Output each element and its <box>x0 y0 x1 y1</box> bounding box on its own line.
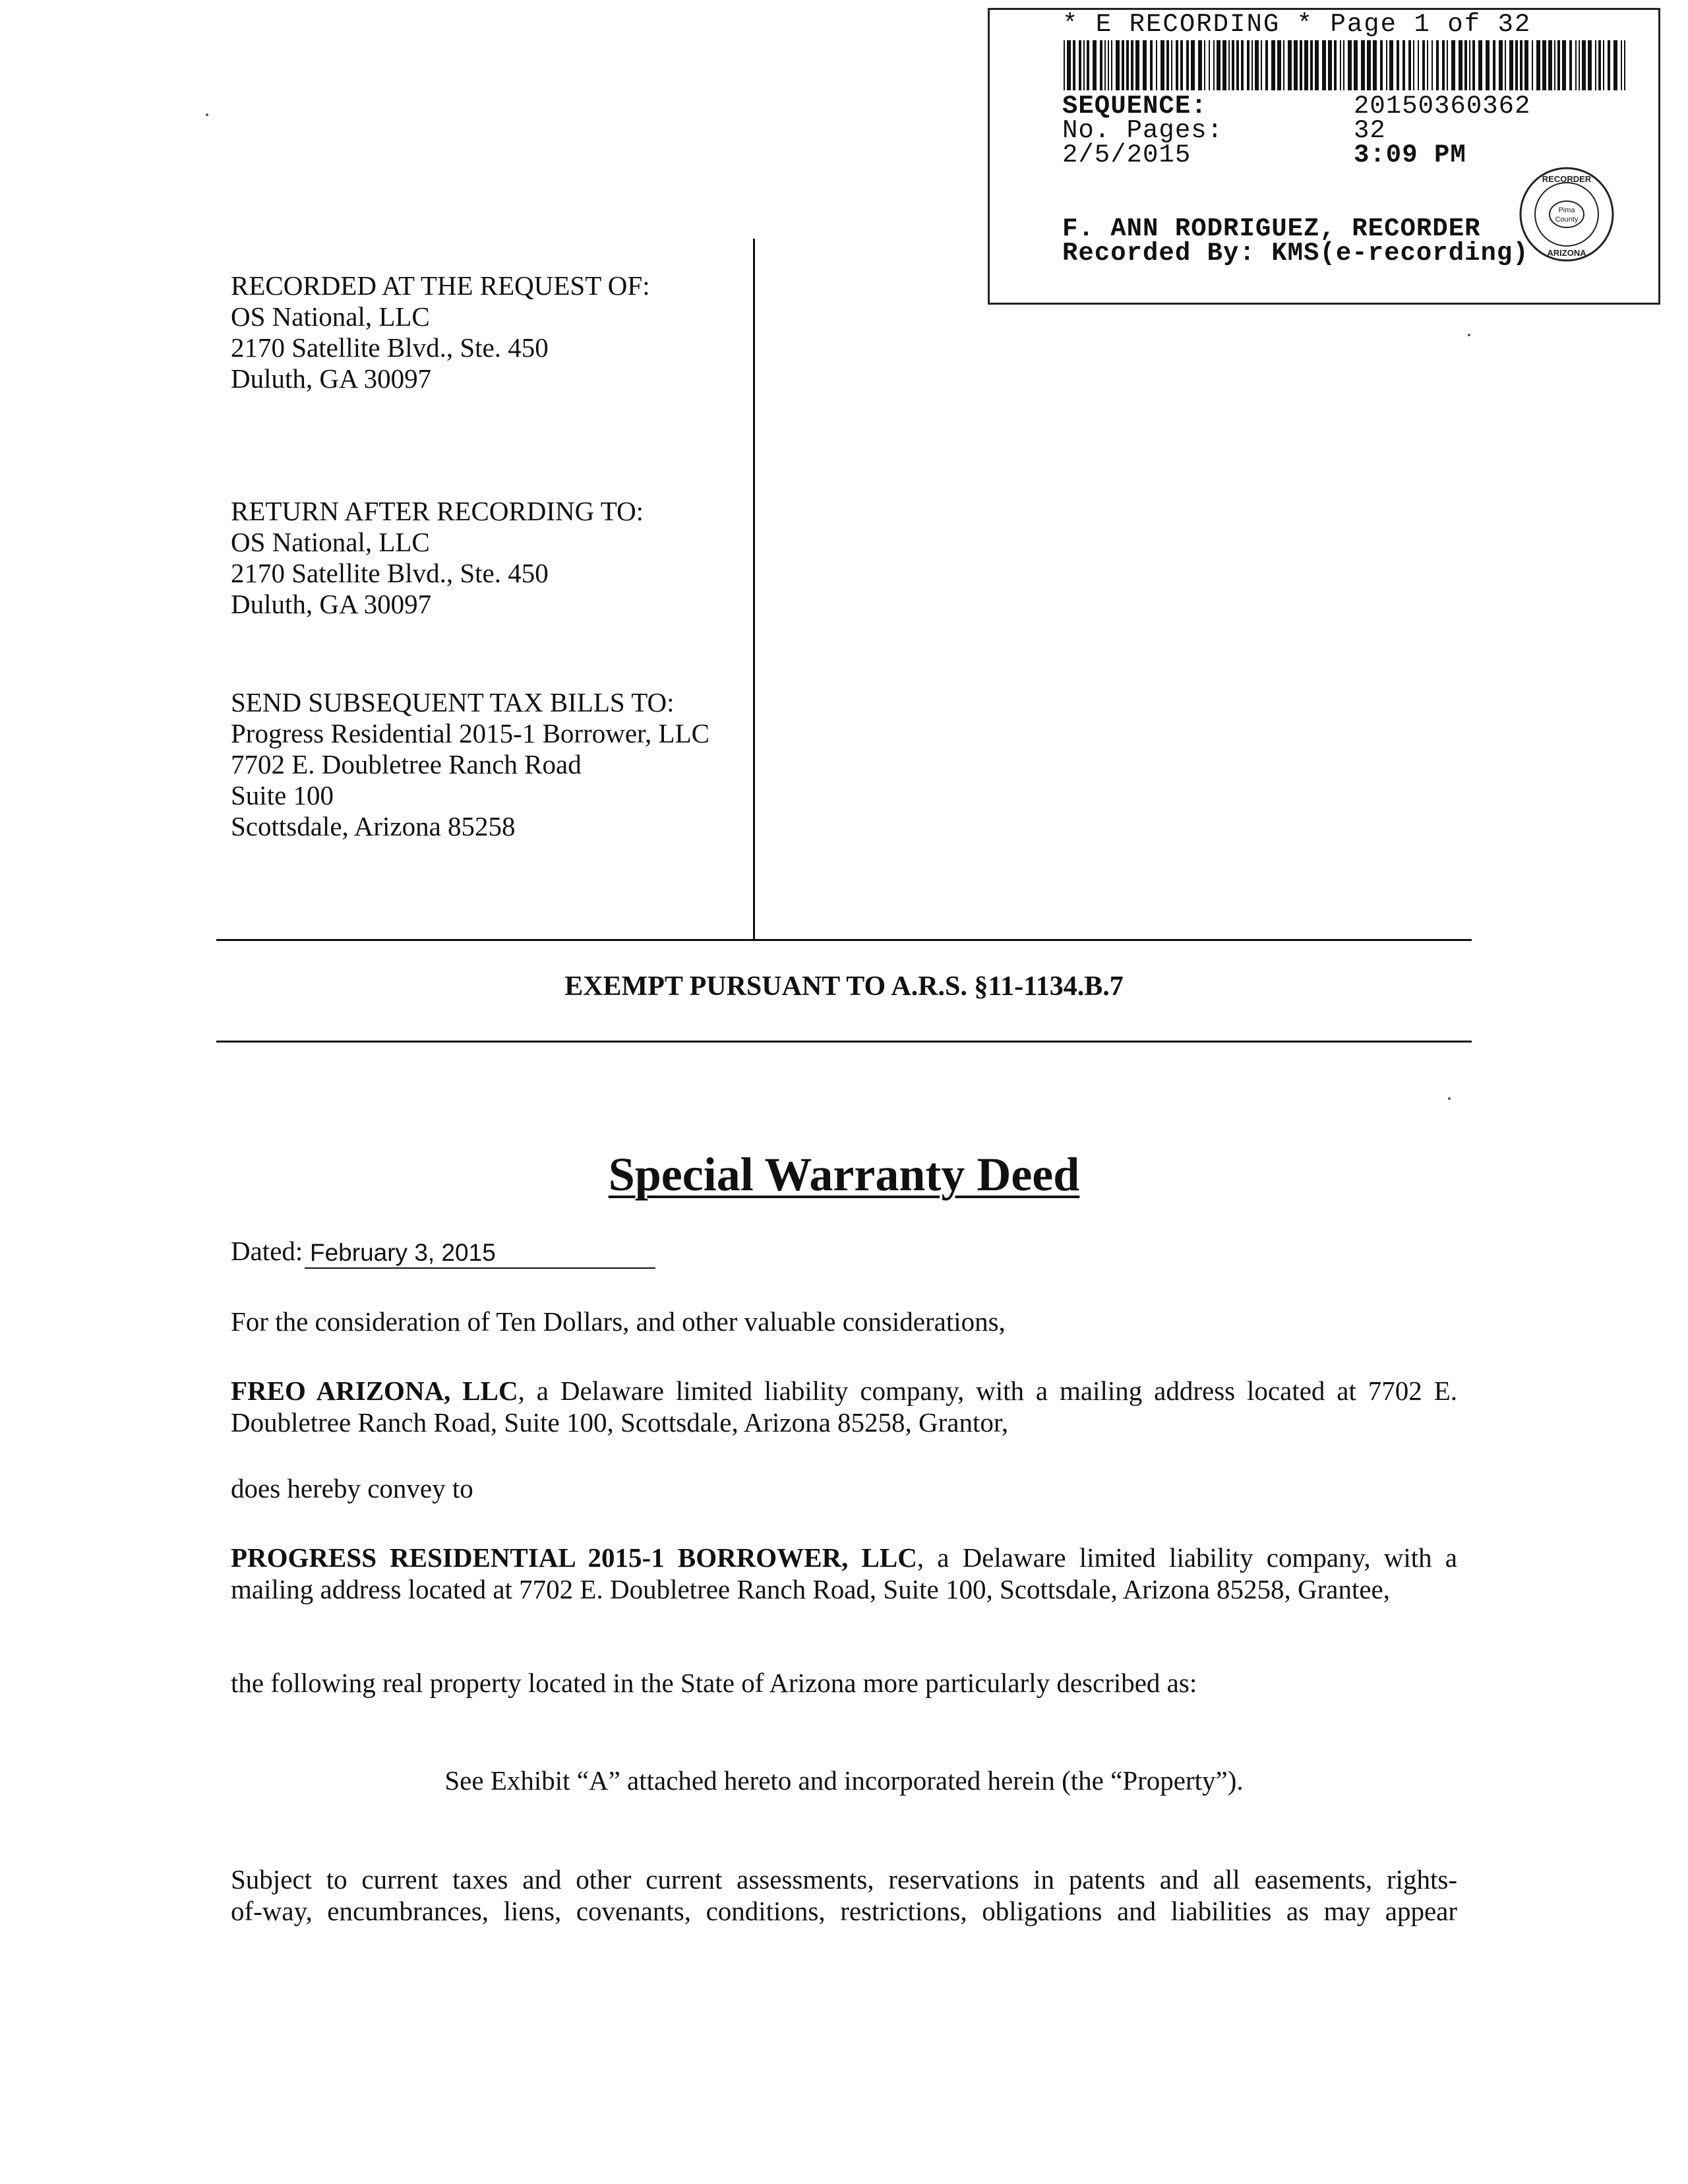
barcode-bar <box>1459 40 1462 90</box>
barcode-bar <box>1354 40 1358 90</box>
barcode-bar <box>1536 40 1540 90</box>
barcode-bar <box>1348 40 1352 90</box>
barcode-bar <box>1288 40 1292 90</box>
recorded-request-heading: RECORDED AT THE REQUEST OF: <box>231 270 650 301</box>
tax-bills-block <box>231 687 709 842</box>
barcode-bar <box>1255 40 1259 90</box>
grantee-paragraph <box>231 1542 1457 1605</box>
barcode-icon <box>1064 40 1625 90</box>
svg-text:County: County <box>1555 216 1579 224</box>
recorder-name: F. ANN RODRIGUEZ, RECORDER <box>1062 214 1481 243</box>
barcode-bar <box>1579 40 1580 90</box>
barcode-bar <box>1334 40 1337 90</box>
barcode-bar <box>1300 40 1302 90</box>
barcode-bar <box>1176 40 1178 90</box>
svg-text:RECORDER: RECORDER <box>1542 174 1592 184</box>
barcode-bar <box>1603 40 1604 90</box>
recording-stamp <box>988 8 1660 305</box>
barcode-bar <box>1283 40 1284 90</box>
barcode-bar <box>1304 40 1308 90</box>
property-intro-paragraph: the following real property located in the State of Arizona more particularly described as: <box>231 1668 1197 1698</box>
dated-label: Dated: <box>231 1236 303 1266</box>
barcode-bar <box>1624 40 1625 90</box>
return-to-line: OS National, LLC <box>231 527 430 557</box>
barcode-bar <box>1294 40 1298 90</box>
barcode-bar <box>1509 40 1513 90</box>
barcode-bar <box>1073 40 1075 90</box>
barcode-bar <box>1436 40 1439 90</box>
stamp-header: * E RECORDING * Page 1 of 32 <box>1062 10 1532 39</box>
barcode-bar <box>1171 40 1172 90</box>
barcode-bar <box>1557 40 1560 90</box>
barcode-bar <box>1315 40 1319 90</box>
barcode-bar <box>1413 40 1414 90</box>
barcode-bar <box>1108 40 1109 90</box>
barcode-bar <box>1156 40 1157 90</box>
barcode-bar <box>1389 40 1393 90</box>
barcode-bar <box>1562 40 1566 90</box>
barcode-bar <box>1554 40 1555 90</box>
barcode-bar <box>1191 40 1195 90</box>
sequence-label: SEQUENCE: <box>1062 92 1207 121</box>
barcode-bar <box>1582 40 1586 90</box>
barcode-bar <box>1613 40 1617 90</box>
barcode-bar <box>1621 40 1622 90</box>
barcode-bar <box>1340 40 1341 90</box>
recorded-by: Recorded By: KMS(e-recording) <box>1062 239 1529 268</box>
svg-text:Pima: Pima <box>1558 206 1575 214</box>
return-to-block <box>231 496 644 620</box>
barcode-bar <box>1361 40 1365 90</box>
bottom-rule <box>216 1041 1472 1043</box>
barcode-bar <box>1397 40 1399 90</box>
barcode-bar <box>1143 40 1147 90</box>
barcode-bar <box>1271 40 1275 90</box>
barcode-bar <box>1251 40 1253 90</box>
barcode-bar <box>1104 40 1106 90</box>
barcode-bar <box>1442 40 1445 90</box>
barcode-bar <box>1310 40 1313 90</box>
address-divider <box>753 239 755 939</box>
barcode-bar <box>1236 40 1239 90</box>
barcode-bar <box>1380 40 1383 90</box>
barcode-bar <box>1402 40 1405 90</box>
barcode-bar <box>1367 40 1371 90</box>
barcode-bar <box>1232 40 1234 90</box>
barcode-bar <box>1386 40 1387 90</box>
barcode-bar <box>1228 40 1230 90</box>
scan-speck <box>1468 334 1470 336</box>
barcode-bar <box>1515 40 1518 90</box>
tax-bills-line: 7702 E. Doubletree Ranch Road <box>231 749 582 779</box>
grantee-text: , a Delaware limited liability company, with a mailing address located at 7702 E. Doubletree Ranch Road, Suite 100, Scottsdale, Arizona 85258, Grantee, <box>231 1542 1457 1604</box>
top-rule <box>216 939 1472 941</box>
tax-bills-line: Suite 100 <box>231 780 334 810</box>
barcode-bar <box>1328 40 1332 90</box>
barcode-bar <box>1408 40 1411 90</box>
sequence-value: 20150360362 <box>1354 92 1531 121</box>
barcode-bar <box>1213 40 1215 90</box>
recorded-request-line: Duluth, GA 30097 <box>231 363 432 394</box>
county-seal-icon <box>1517 165 1616 264</box>
barcode-bar <box>1373 40 1377 90</box>
grantor-text: , a Delaware limited liability company, with a mailing address located at 7702 E. Doubletree Ranch Road, Suite 100, Scottsdale, Arizona 85258, Grantor, <box>231 1376 1457 1438</box>
barcode-bar <box>1524 40 1528 90</box>
barcode-bar <box>1079 40 1081 90</box>
barcode-bar <box>1478 40 1482 90</box>
document-title-text: Special Warranty Deed <box>608 1148 1080 1201</box>
scan-speck <box>206 113 208 116</box>
barcode-bar <box>1418 40 1419 90</box>
grantor-paragraph <box>231 1375 1457 1438</box>
scan-speck <box>1448 1097 1451 1100</box>
barcode-bar <box>1087 40 1089 90</box>
barcode-bar <box>1160 40 1164 90</box>
pages-label: No. Pages: <box>1062 116 1224 145</box>
barcode-bar <box>1217 40 1221 90</box>
barcode-bar <box>1166 40 1169 90</box>
barcode-bar <box>1499 40 1503 90</box>
barcode-bar <box>1542 40 1546 90</box>
exempt-notice: EXEMPT PURSUANT TO A.R.S. §11-1134.B.7 <box>564 971 1124 1002</box>
tax-bills-heading: SEND SUBSEQUENT TAX BILLS TO: <box>231 687 675 717</box>
barcode-bar <box>1427 40 1428 90</box>
record-time: 3:09 PM <box>1354 140 1466 169</box>
barcode-bar <box>1447 40 1448 90</box>
return-to-heading: RETURN AFTER RECORDING TO: <box>231 496 644 526</box>
pages-value: 32 <box>1354 116 1386 145</box>
barcode-bar <box>1493 40 1495 90</box>
subject-line: Subject to current taxes and other current assessments, reservations in patents and all easements, rights- <box>231 1864 1457 1895</box>
tax-bills-line: Scottsdale, Arizona 85258 <box>231 811 516 841</box>
barcode-bar <box>1486 40 1490 90</box>
return-to-line: 2170 Satellite Blvd., Ste. 450 <box>231 558 549 588</box>
barcode-bar <box>1209 40 1210 90</box>
barcode-bar <box>1432 40 1433 90</box>
barcode-bar <box>1588 40 1592 90</box>
barcode-bar <box>1247 40 1250 90</box>
barcode-bar <box>1111 40 1112 90</box>
barcode-bar <box>1116 40 1120 90</box>
recorded-request-line: OS National, LLC <box>231 301 430 332</box>
barcode-bar <box>1083 40 1085 90</box>
dated-underline <box>305 1267 655 1269</box>
barcode-bar <box>1469 40 1470 90</box>
barcode-bar <box>1186 40 1189 90</box>
barcode-bar <box>1472 40 1475 90</box>
recorded-request-block <box>231 270 650 394</box>
barcode-bar <box>1093 40 1097 90</box>
tax-bills-line: Progress Residential 2015-1 Borrower, LLC <box>231 718 709 748</box>
subject-line: of-way, encumbrances, liens, covenants, conditions, restrictions, obligations and liabilities as may appear <box>231 1896 1457 1926</box>
barcode-bar <box>1343 40 1344 90</box>
barcode-bar <box>1261 40 1262 90</box>
dated-value: February 3, 2015 <box>310 1239 496 1266</box>
barcode-bar <box>1241 40 1244 90</box>
barcode-bar <box>1150 40 1153 90</box>
barcode-bar <box>1598 40 1601 90</box>
barcode-bar <box>1569 40 1572 90</box>
barcode-bar <box>1548 40 1552 90</box>
grantee-name: PROGRESS RESIDENTIAL 2015-1 BORROWER, LLC <box>231 1542 917 1573</box>
recorded-request-line: 2170 Satellite Blvd., Ste. 450 <box>231 332 549 363</box>
exhibit-reference: See Exhibit “A” attached hereto and incorporated herein (the “Property”). <box>444 1765 1244 1796</box>
grantor-name: FREO ARIZONA, LLC <box>231 1376 518 1406</box>
barcode-bar <box>1532 40 1533 90</box>
barcode-bar <box>1100 40 1102 90</box>
barcode-bar <box>1222 40 1226 90</box>
barcode-bar <box>1322 40 1326 90</box>
barcode-bar <box>1198 40 1202 90</box>
barcode-bar <box>1265 40 1268 90</box>
barcode-bar <box>1520 40 1522 90</box>
convey-paragraph: does hereby convey to <box>231 1473 473 1503</box>
barcode-bar <box>1595 40 1596 90</box>
barcode-bar <box>1608 40 1610 90</box>
barcode-bar <box>1575 40 1577 90</box>
document-title <box>0 1147 1688 1202</box>
barcode-bar <box>1180 40 1183 90</box>
record-date: 2/5/2015 <box>1062 140 1191 169</box>
barcode-bar <box>1451 40 1455 90</box>
barcode-bar <box>1464 40 1467 90</box>
barcode-bar <box>1204 40 1205 90</box>
barcode-bar <box>1064 40 1065 90</box>
barcode-bar <box>1135 40 1139 90</box>
barcode-bar <box>1505 40 1506 90</box>
barcode-bar <box>1131 40 1133 90</box>
barcode-bar <box>1422 40 1425 90</box>
barcode-bar <box>1067 40 1071 90</box>
barcode-bar <box>1277 40 1281 90</box>
barcode-bar <box>1126 40 1129 90</box>
barcode-bar <box>1122 40 1124 90</box>
consideration-paragraph: For the consideration of Ten Dollars, and other valuable considerations, <box>231 1306 1006 1337</box>
return-to-line: Duluth, GA 30097 <box>231 589 432 619</box>
svg-text:ARIZONA: ARIZONA <box>1547 248 1586 258</box>
